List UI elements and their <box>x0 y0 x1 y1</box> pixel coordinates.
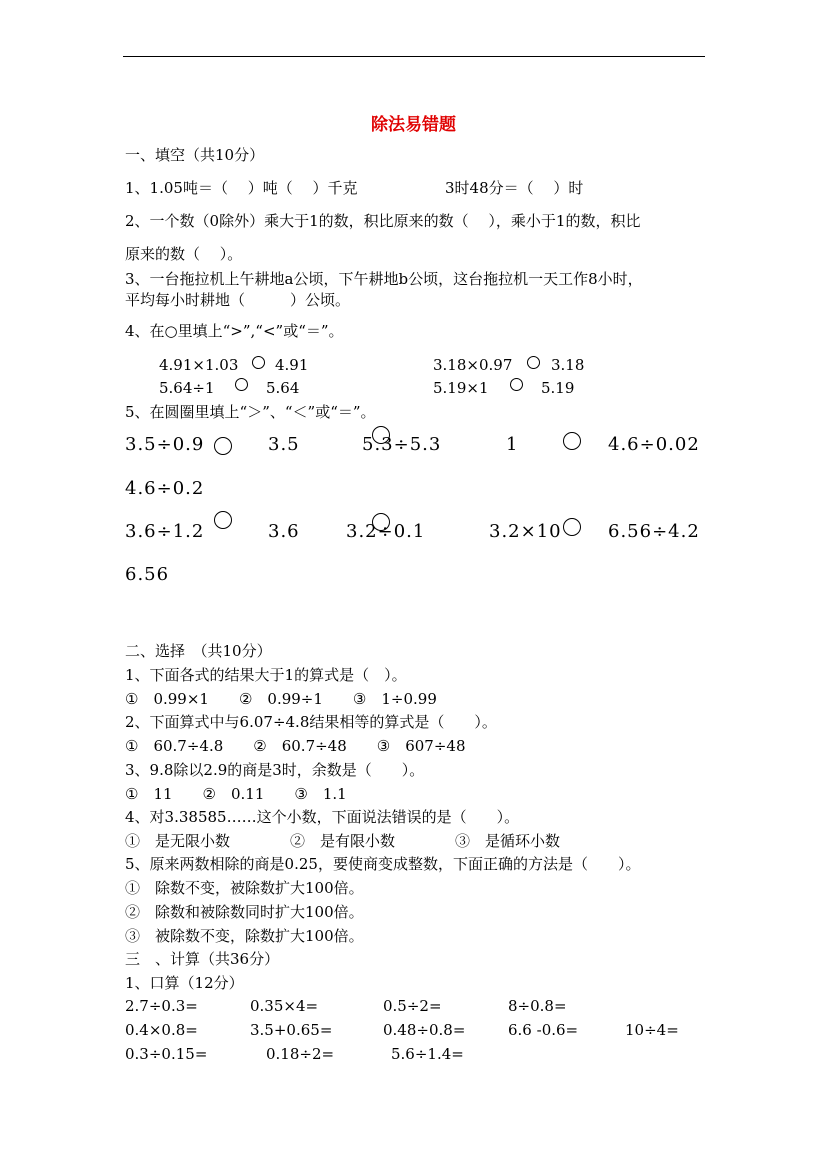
q5-expression: 3.6÷1.2 <box>125 521 205 542</box>
q5-expression: 3.5÷0.9 <box>125 434 205 455</box>
answer-circle[interactable] <box>563 432 581 450</box>
question-4-text: 4、在○里填上“>”,“<”或“＝”。 <box>125 322 344 340</box>
q5-expression: 3.2×10 <box>489 521 562 542</box>
q4-expression: 5.64÷1 <box>159 379 215 397</box>
q4-expression: 5.19 <box>541 379 575 397</box>
header-rule <box>123 56 705 57</box>
calc-item: 0.35×4= <box>250 997 319 1015</box>
q4-expression: 4.91 <box>275 356 309 374</box>
question-3-line-2: 平均每小时耕地（ ）公顷。 <box>125 291 351 309</box>
calc-item: 2.7÷0.3= <box>125 997 198 1015</box>
question-2-line-2: 原来的数（ ）。 <box>125 245 243 263</box>
answer-circle[interactable] <box>372 426 390 444</box>
q5-expression: 4.6÷0.2 <box>125 478 205 499</box>
question-1-text-a: 1、1.05吨＝（ ）吨（ ）千克 <box>125 179 358 197</box>
choice-question: 2、下面算式中与6.07÷4.8结果相等的算式是（ ）。 <box>125 713 497 731</box>
calc-item: 0.48÷0.8= <box>383 1021 466 1039</box>
choice-options: ① 0.99×1 ② 0.99÷1 ③ 1÷0.99 <box>125 690 437 708</box>
choice-options: ① 是无限小数 ② 是有限小数 ③ 是循环小数 <box>125 832 561 850</box>
answer-circle[interactable] <box>235 378 248 391</box>
calc-item: 0.3÷0.15= <box>125 1045 208 1063</box>
choice-question: 1、下面各式的结果大于1的算式是（ ）。 <box>125 666 407 684</box>
answer-circle[interactable] <box>510 378 523 391</box>
choice-options: ① 60.7÷4.8 ② 60.7÷48 ③ 607÷48 <box>125 737 466 755</box>
q5-expression: 5.3÷5.3 <box>362 434 442 455</box>
answer-circle[interactable] <box>527 356 540 369</box>
q5-expression: 3.5 <box>268 434 300 455</box>
calc-item: 10÷4= <box>625 1021 679 1039</box>
calc-item: 6.6 -0.6= <box>508 1021 579 1039</box>
choice-options: ① 11 ② 0.11 ③ 1.1 <box>125 785 347 803</box>
choice-question: 5、原来两数相除的商是0.25，要使商变成整数，下面正确的方法是（ ）。 <box>125 855 641 873</box>
section-2-heading: 二、选择 （共10分） <box>125 642 272 660</box>
question-5-text: 5、在圆圈里填上“＞”、“＜”或“＝”。 <box>125 403 376 421</box>
q5-expression: 6.56 <box>125 564 170 585</box>
choice-option: ③ 被除数不变，除数扩大100倍。 <box>125 927 364 945</box>
choice-option: ① 除数不变，被除数扩大100倍。 <box>125 879 364 897</box>
q4-expression: 3.18 <box>551 356 585 374</box>
answer-circle[interactable] <box>252 356 265 369</box>
answer-circle[interactable] <box>214 511 232 529</box>
q4-expression: 3.18×0.97 <box>433 356 513 374</box>
q5-expression: 1 <box>506 434 519 455</box>
calc-item: 0.4×0.8= <box>125 1021 198 1039</box>
section-3-heading: 三 、计算（共36分） <box>125 950 280 968</box>
q5-expression: 3.2÷0.1 <box>346 521 426 542</box>
choice-question: 4、对3.38585……这个小数，下面说法错误的是（ ）。 <box>125 808 520 826</box>
q4-expression: 5.19×1 <box>433 379 489 397</box>
answer-circle[interactable] <box>214 437 232 455</box>
calc-item: 3.5+0.65= <box>250 1021 333 1039</box>
question-2-line-1: 2、一个数（0除外）乘大于1的数，积比原来的数（ ），乘小于1的数，积比 <box>125 212 641 230</box>
answer-circle[interactable] <box>563 518 581 536</box>
page-title: 除法易错题 <box>371 115 456 135</box>
question-3-line-1: 3、一台拖拉机上午耕地a公顷，下午耕地b公顷，这台拖拉机一天工作8小时， <box>125 270 643 288</box>
q4-expression: 4.91×1.03 <box>159 356 239 374</box>
choice-option: ② 除数和被除数同时扩大100倍。 <box>125 903 364 921</box>
calc-item: 8÷0.8= <box>508 997 567 1015</box>
q5-expression: 4.6÷0.02 <box>608 434 700 455</box>
q5-expression: 3.6 <box>268 521 300 542</box>
section-1-heading: 一、填空（共10分） <box>125 146 265 164</box>
answer-circle[interactable] <box>372 513 390 531</box>
oral-calc-heading: 1、口算（12分） <box>125 974 244 992</box>
q4-expression: 5.64 <box>266 379 300 397</box>
calc-item: 0.18÷2= <box>266 1045 335 1063</box>
calc-item: 0.5÷2= <box>383 997 442 1015</box>
choice-question: 3、9.8除以2.9的商是3时，余数是（ ）。 <box>125 761 425 779</box>
question-1-text-b: 3时48分＝（ ）时 <box>445 179 584 197</box>
q5-expression: 6.56÷4.2 <box>608 521 700 542</box>
calc-item: 5.6÷1.4= <box>391 1045 464 1063</box>
